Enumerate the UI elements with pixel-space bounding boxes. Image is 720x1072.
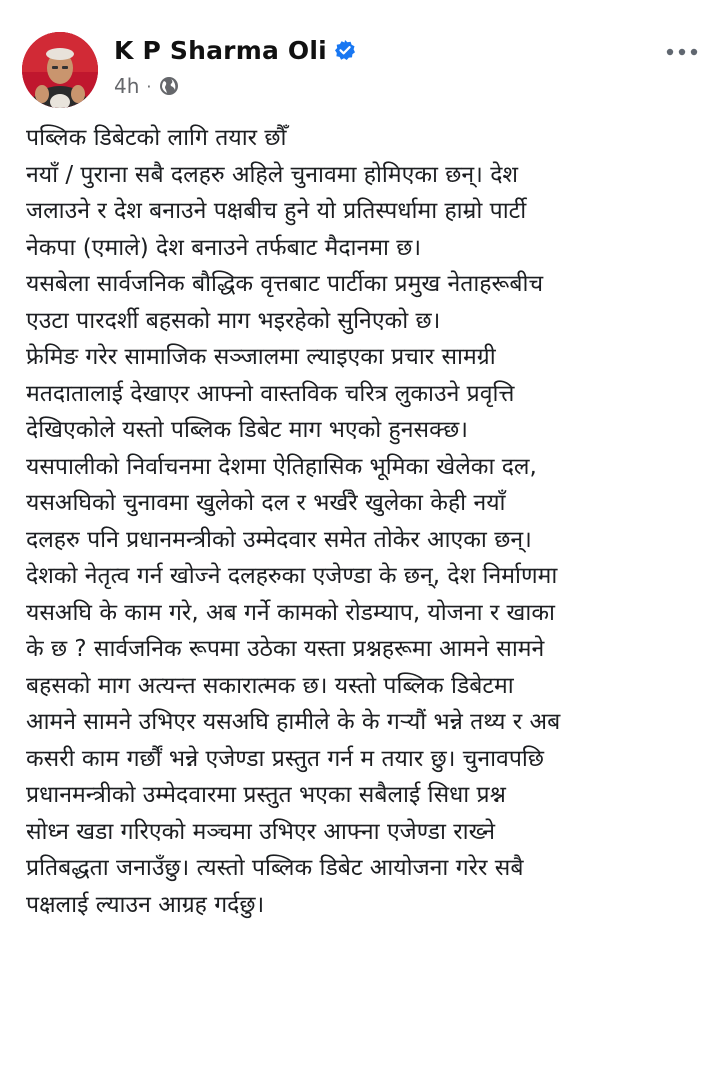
author-name[interactable]: K P Sharma Oli [114,35,327,65]
verified-badge-icon [334,39,356,61]
post-timestamp[interactable]: 4h [114,74,140,98]
post-text-line: कसरी काम गर्छौं भन्ने एजेण्डा प्रस्तुत गर्न म तयार छु। चुनावपछि [26,745,544,772]
post-text-line: सोध्न खडा गरिएको मञ्चमा उभिएर आफ्ना एजेण्डा राख्ने [26,818,495,845]
post-text-line: बहसको माग अत्यन्त सकारात्मक छ। यस्तो पब्लिक डिबेटमा [26,672,514,699]
post-text-line: यसबेला सार्वजनिक बौद्धिक वृत्तबाट पार्टीका प्रमुख नेताहरूबीच [26,271,544,297]
post-text-line: यसअघिको चुनावमा खुलेको दल र भर्खरै खुलेका केही नयाँ [26,490,506,516]
meta-separator: · [146,76,152,96]
more-horizontal-icon [665,47,699,57]
post-text-line: नयाँ / पुराना सबै दलहरु अहिले चुनावमा होमिएका छन्। देश [26,161,519,188]
post-text-line: जलाउने र देश बनाउने पक्षबीच हुने यो प्रतिस्पर्धामा हाम्रो पार्टी [26,198,527,224]
post-meta [114,74,356,98]
author-block [114,32,356,98]
post-text-line: एउटा पारदर्शी बहसको माग भइरहेको सुनिएको छ। [26,307,441,334]
post-text-line: फ्रेमिङ गरेर सामाजिक सञ्जालमा ल्याइएका प्रचार सामग्री [26,344,496,370]
post-text-line: पक्षलाई ल्याउन आग्रह गर्दछु। [26,891,265,918]
post-text-line: प्रधानमन्त्रीको उम्मेदवारमा प्रस्तुत भएका सबैलाई सिधा प्रश्न [26,782,506,808]
post-text-line: प्रतिबद्धता जनाउँछु। त्यस्तो पब्लिक डिबेट आयोजना गरेर सबै [26,855,524,881]
globe-icon[interactable] [159,76,179,96]
post-text-line: देखिएकोले यस्तो पब्लिक डिबेट माग भएको हुनसक्छ। [26,417,468,443]
post-text [26,120,706,923]
post-text-line: देशको नेतृत्व गर्न खोज्ने दलहरुका एजेण्डा के छन्, देश निर्माणमा [26,563,558,589]
post-text-line: आमने सामने उभिएर यसअघि हामीले के के गर्‍यौं भन्ने तथ्य र अब [26,709,561,735]
post-text-line: दलहरु पनि प्रधानमन्त्रीको उम्मेदवार समेत तोकेर आएका छन्। [26,526,532,553]
avatar[interactable] [22,32,98,108]
more-options-button[interactable] [662,38,702,66]
post-text-line: नेकपा (एमाले) देश बनाउने तर्फबाट मैदानमा छ। [26,234,422,261]
post-header [22,28,702,108]
post-text-line: यसअघि के काम गरे, अब गर्ने कामको रोडम्याप, योजना र खाका [26,599,555,626]
profile-photo-icon [22,32,98,108]
post-text-line: के छ ? सार्वजनिक रूपमा उठेका यस्ता प्रश्नहरूमा आमने सामने [26,636,545,662]
author-row [114,32,356,68]
post-text-line: पब्लिक डिबेटको लागि तयार छौँ [26,125,287,151]
post-text-line: यसपालीको निर्वाचनमा देशमा ऐतिहासिक भूमिका खेलेका दल, [26,453,537,480]
post-text-line: मतदातालाई देखाएर आफ्नो वास्तविक चरित्र लुकाउने प्रवृत्ति [26,380,515,407]
